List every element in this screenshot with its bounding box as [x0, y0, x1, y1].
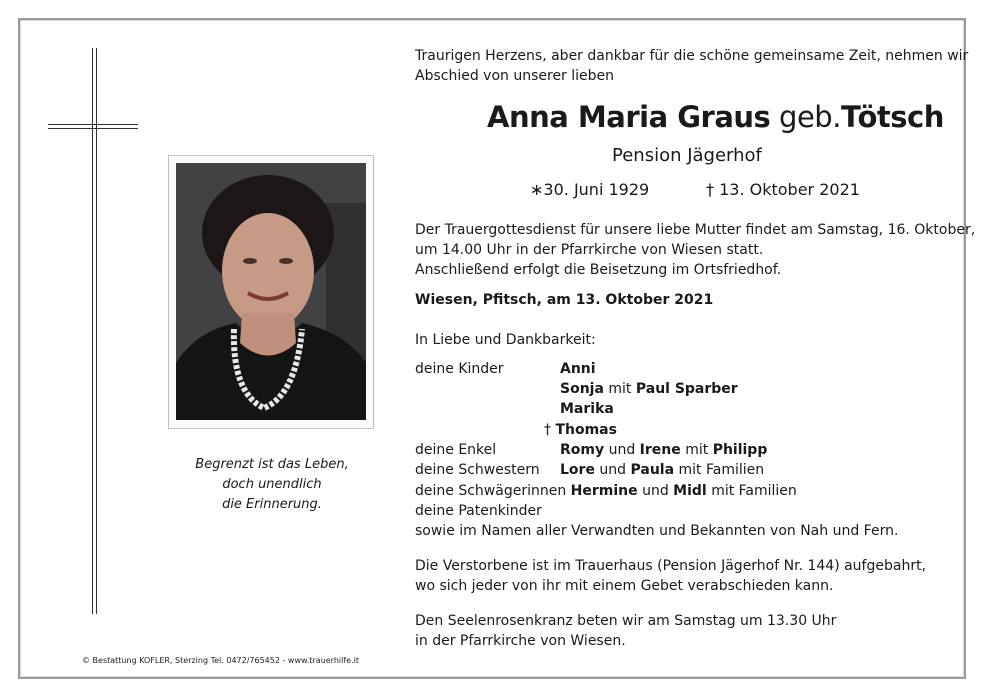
name: Irene — [639, 442, 681, 458]
deceased-name — [487, 100, 944, 134]
name: Thomas — [555, 422, 617, 438]
wake-line: Die Verstorbene ist im Trauerhaus (Pension Jägerhof Nr. 144) aufgebahrt, — [415, 558, 927, 574]
family-enkel — [415, 440, 767, 460]
name: Sonja — [560, 381, 604, 397]
name: Romy — [560, 442, 605, 458]
intro-line: Abschied von unserer lieben — [415, 68, 615, 84]
footer-credit: © Bestattung KOFLER, Sterzing Tel. 0472/765452 - www.trauerhilfe.it — [82, 656, 359, 665]
name: Lore — [560, 462, 595, 478]
quote-line: doch unendlich — [222, 477, 322, 492]
quote-line: die Erinnerung. — [222, 497, 322, 512]
relatives-line: sowie im Namen aller Verwandten und Bekannten von Nah und Fern. — [415, 523, 899, 539]
service-paragraph — [415, 220, 976, 280]
child-anni: Anni — [560, 361, 596, 377]
place-date: Wiesen, Pfitsch, am 13. Oktober 2021 — [415, 292, 714, 308]
connector: und — [642, 483, 669, 499]
name: Midl — [673, 483, 707, 499]
service-line: Anschließend erfolgt die Beisetzung im Ortsfriedhof. — [415, 262, 782, 278]
child-sonja — [560, 379, 738, 399]
family-label: deine Schwägerinnen — [415, 483, 567, 499]
family-schwaegerinnen — [415, 481, 797, 501]
maiden-name: Tötsch — [840, 100, 944, 134]
intro-text — [415, 46, 969, 86]
cross-icon-horizontal — [48, 124, 138, 129]
rosary-line: Den Seelenrosenkranz beten wir am Samstag um 13.30 Uhr — [415, 613, 837, 629]
death-date: † 13. Oktober 2021 — [706, 180, 860, 199]
portrait-photo — [176, 163, 366, 420]
connector: und — [599, 462, 627, 478]
family-label: deine Kinder — [415, 361, 504, 377]
child-thomas — [544, 420, 617, 440]
name: Hermine — [570, 483, 638, 499]
family-patenkinder: deine Patenkinder — [415, 503, 542, 519]
connector: mit Familien — [711, 483, 797, 499]
love-line: In Liebe und Dankbarkeit: — [415, 332, 596, 348]
child-marika: Marika — [560, 401, 614, 417]
service-line: um 14.00 Uhr in der Pfarrkirche von Wiesen statt. — [415, 242, 764, 258]
geb-prefix: geb. — [779, 100, 841, 134]
cross-icon-vertical — [92, 48, 97, 614]
family-label: deine Schwestern — [415, 462, 540, 478]
full-name: Anna Maria Graus — [487, 100, 771, 134]
family-schwestern — [415, 460, 764, 480]
connector: mit Familien — [678, 462, 765, 478]
wake-line: wo sich jeder von ihr mit einem Gebet verabschieden kann. — [415, 578, 834, 594]
intro-line: Traurigen Herzens, aber dankbar für die schöne gemeinsame Zeit, nehmen wir — [415, 48, 969, 64]
service-line: Der Trauergottesdienst für unsere liebe Mutter findet am Samstag, 16. Oktober, — [415, 222, 976, 238]
name: Paul Sparber — [635, 381, 738, 397]
connector: mit — [608, 381, 632, 397]
family-label: deine Enkel — [415, 442, 497, 458]
connector: mit — [685, 442, 709, 458]
connector: und — [608, 442, 636, 458]
rosary-paragraph — [415, 611, 945, 651]
quote-line: Begrenzt ist das Leben, — [195, 457, 349, 472]
family-kinder-label — [415, 359, 560, 379]
rosary-line: in der Pfarrkirche von Wiesen. — [415, 633, 626, 649]
name: Philipp — [712, 442, 768, 458]
pension-name: Pension Jägerhof — [612, 145, 762, 166]
name: Paula — [630, 462, 675, 478]
memorial-quote — [170, 455, 374, 515]
cross-mark: † — [544, 422, 551, 438]
wake-paragraph — [415, 556, 945, 596]
birth-date: ∗30. Juni 1929 — [530, 180, 650, 199]
